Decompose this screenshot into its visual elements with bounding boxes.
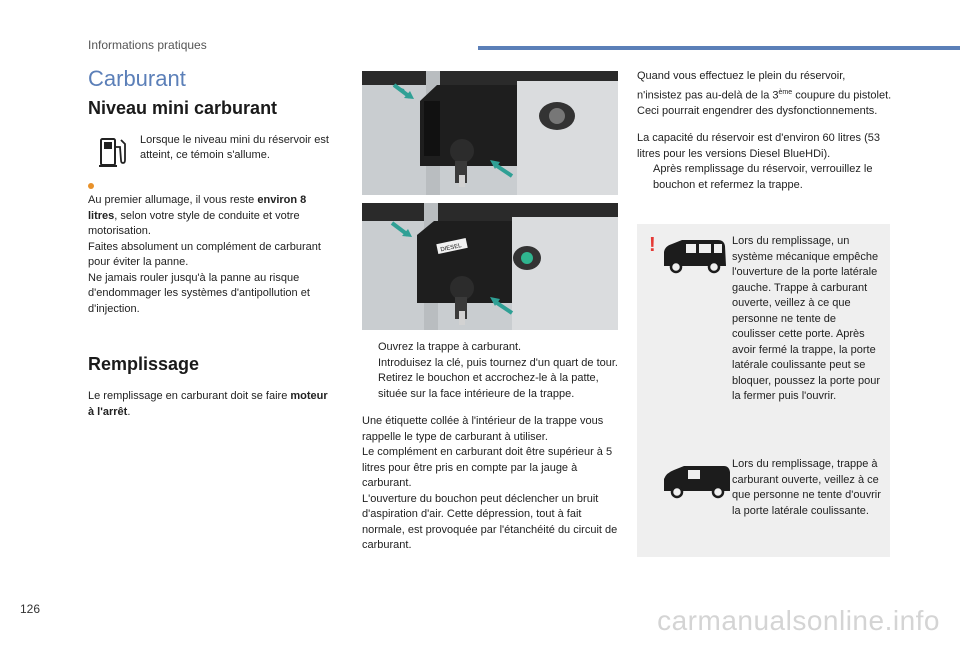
fuel-flap-photo-2 — [362, 203, 618, 330]
diesel-label-text: DIESEL — [440, 243, 463, 254]
refill-end: . — [127, 405, 131, 418]
page-title: Carburant — [88, 66, 186, 91]
full-tank-paragraph — [637, 69, 893, 119]
refill-text: Le remplissage en carburant doit se faire — [88, 390, 291, 402]
middle-column — [362, 71, 618, 554]
refill-steps — [362, 340, 618, 402]
right-column — [637, 69, 893, 193]
fuel-flap-photo-1 — [362, 71, 618, 195]
lock-step-text: Après remplissage du réservoir, verrouillez le bouchon et refermez la trappe. — [653, 163, 873, 191]
step-bullet — [637, 162, 653, 193]
complement-paragraph: Le complément en carburant doit être supérieur à 5 litres pour être pris en compte par la jauge à carburant. — [362, 446, 613, 489]
header-accent-bar — [478, 46, 960, 50]
page-number: 126 — [20, 602, 41, 616]
full-tank-text: Quand vous effectuez le plein du réservoir, n'insistez pas au-delà de la 3 — [637, 70, 846, 102]
step-text: Ouvrez la trappe à carburant. — [378, 341, 522, 353]
step-text: Retirez le bouchon et accrochez-le à la patte, située sur la face intérieure de la trappe. — [378, 372, 599, 400]
running-header: Informations pratiques — [88, 38, 207, 52]
refill-heading: Remplissage — [88, 354, 200, 374]
low-fuel-heading: Niveau mini carburant — [88, 98, 278, 118]
step-item — [362, 371, 618, 402]
flap-open-note: Lors du remplissage, trappe à carburant ouverte, veillez à ce que personne ne tente d'ouvrir la porte latérale coulissante. — [732, 458, 881, 517]
orange-bullet — [88, 183, 94, 189]
step-bullet — [362, 340, 378, 356]
step-item — [362, 340, 618, 356]
refuel-advice: Faites absolument un complément de carburant pour éviter la panne. — [88, 240, 321, 268]
no-empty-advice: Ne jamais rouler jusqu'à la panne au risque d'endommager les systèmes d'antipollution et d'injection. — [88, 271, 310, 315]
lock-step — [637, 162, 893, 193]
step-text: Introduisez la clé, puis tournez d'un quart de tour. — [378, 356, 618, 369]
refill-bold: moteur à l'arrêt — [88, 390, 328, 418]
refill-paragraph — [88, 389, 333, 420]
van-icon — [662, 463, 732, 499]
full-tank-sup: ème — [778, 88, 793, 96]
step-item — [362, 356, 618, 372]
step-bullet — [362, 371, 378, 402]
first-start-amount: environ 8 litres — [88, 194, 307, 222]
capacity-paragraph: La capacité du réservoir est d'environ 60 litres (53 litres pour les versions Diesel BlueHDi). — [637, 132, 881, 160]
watermark: carmanualsonline.info — [657, 605, 940, 636]
warning-note-box — [637, 224, 890, 557]
full-tank-text-end: coupure du pistolet. Ceci pourrait engendrer des dysfonctionnements. — [637, 89, 892, 117]
low-fuel-text: Lorsque le niveau mini du réservoir est atteint, ce témoin s'allume. — [140, 134, 329, 161]
first-start-paragraph — [88, 193, 333, 240]
low-fuel-warning-row — [88, 133, 333, 173]
first-start-text: Au premier allumage, il vous reste — [88, 194, 258, 206]
fuel-pump-icon — [88, 133, 140, 173]
first-start-text-end: , selon votre style de conduite et votre motorisation. — [88, 209, 300, 237]
cap-noise-paragraph: L'ouverture du bouchon peut déclencher un bruit d'aspiration d'air. Cette dépression, tout à fait normale, est provoquée par l'étanchéité du circuit de carburant. — [362, 492, 618, 551]
step-bullet — [362, 356, 378, 372]
van-icon — [662, 238, 728, 274]
sliding-door-note: Lors du remplissage, un système mécanique empêche l'ouverture de la porte latérale gauche. Trappe à carburant ouverte, veillez à ce que personne ne tente de coulisser cette porte. Après avoir fermé la trappe, la porte latérale coulissante peut se bloquer, poussez la porte pour la fermer puis l'ouvrir. — [732, 235, 880, 402]
left-column — [88, 66, 333, 420]
warning-icon: ! — [649, 234, 656, 256]
label-paragraph: Une étiquette collée à l'intérieur de la trappe vous rappelle le type de carburant à utiliser. — [362, 415, 604, 443]
